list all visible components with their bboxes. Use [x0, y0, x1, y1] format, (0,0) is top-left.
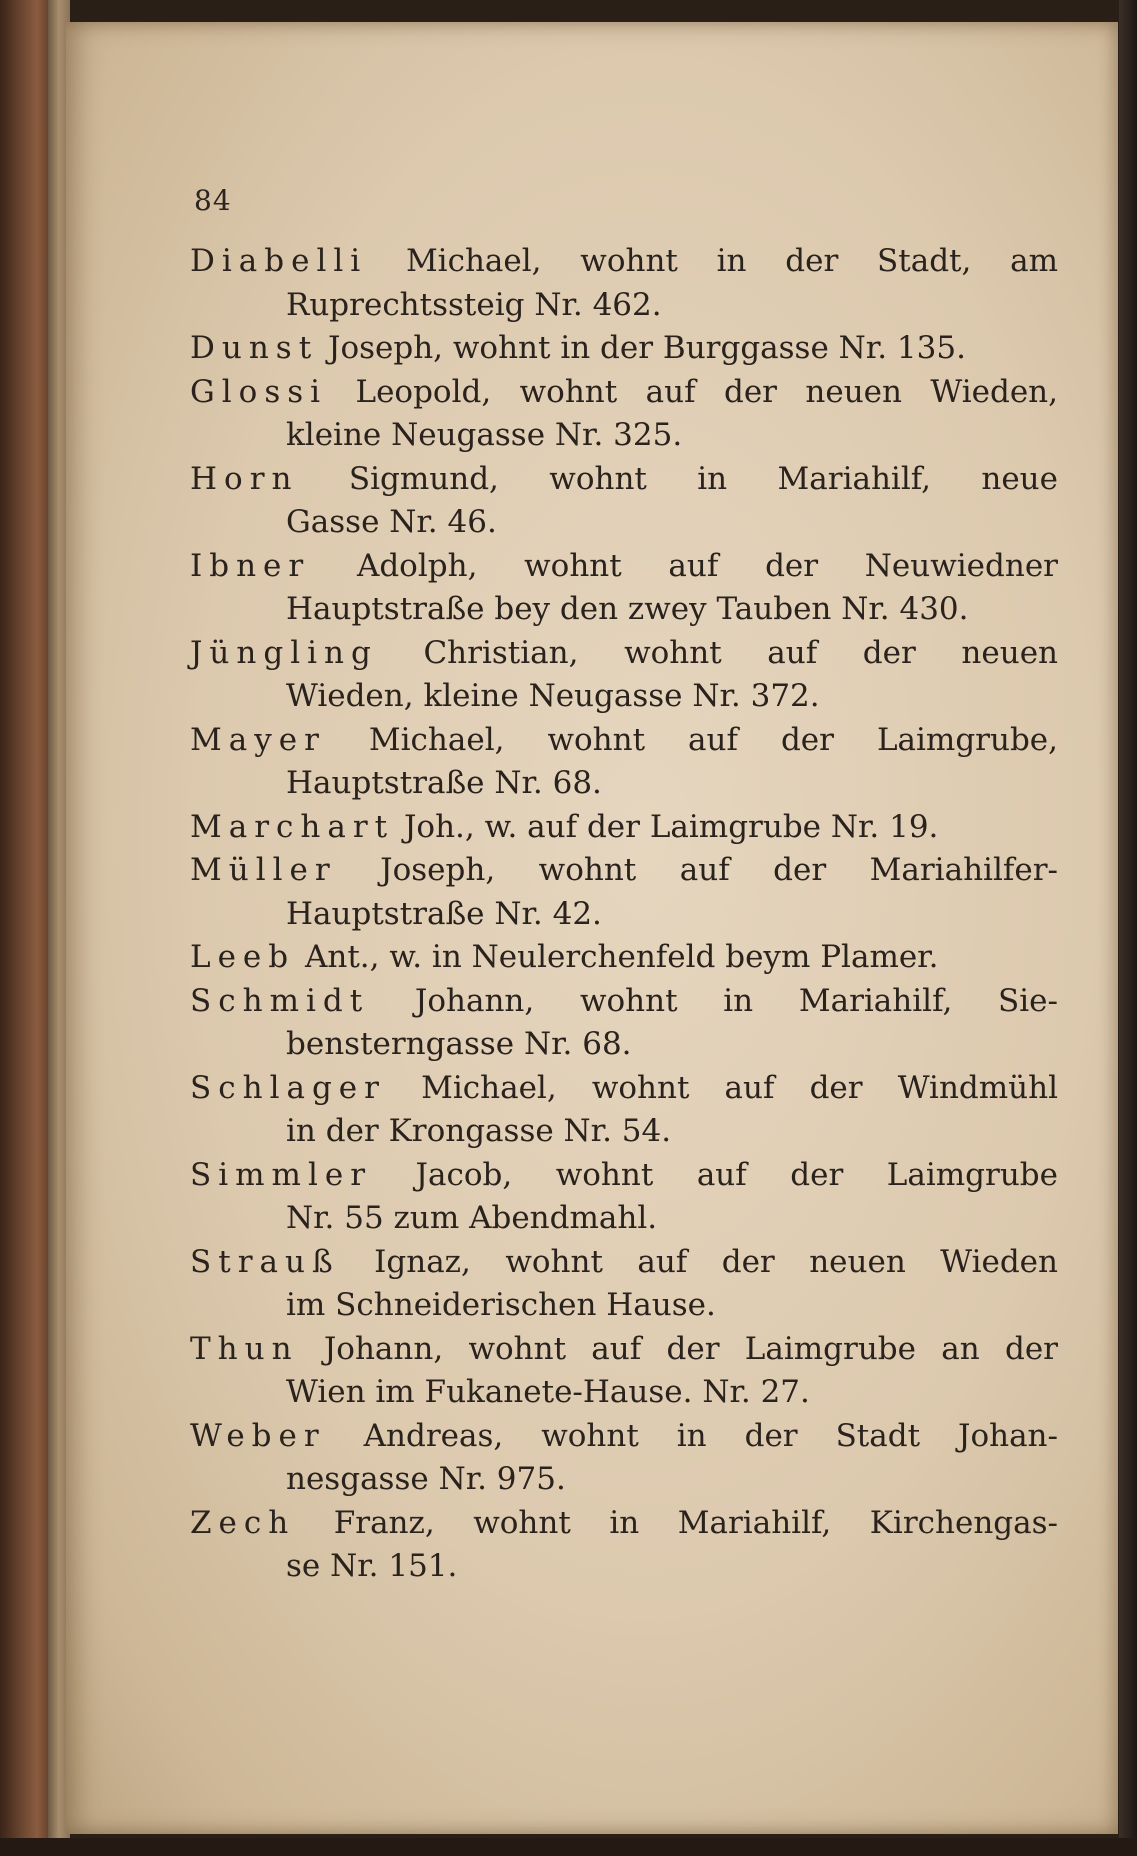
entry-first-line: [190, 458, 1058, 502]
entry-first-line: [190, 632, 1058, 676]
entry-surname: Horn: [190, 460, 299, 497]
entry-details: Michael, wohnt auf der Windmühl: [385, 1069, 1058, 1106]
entry-surname: Leeb: [190, 939, 296, 975]
entry-first-line: [190, 936, 1058, 980]
entry-continuation: Ruprechtssteig Nr. 462.: [286, 286, 662, 323]
entry-first-line: [190, 1502, 1058, 1546]
entry-surname: Diabelli: [190, 243, 368, 279]
entry-continuation: se Nr. 151.: [286, 1548, 458, 1584]
directory-entry: [190, 1415, 1058, 1502]
directory-entry: [190, 719, 1058, 806]
entry-first-line: [190, 849, 1058, 893]
entry-details: Sigmund, wohnt in Mariahilf, neue: [298, 460, 1058, 497]
directory-entry: [190, 1502, 1058, 1589]
entry-details: Joseph, wohnt auf der Mariahilfer-: [336, 852, 1058, 888]
entry-continuation: nesgasse Nr. 975.: [286, 1461, 566, 1497]
entry-first-line: [190, 545, 1058, 589]
directory-entry: [190, 458, 1058, 545]
directory-entry: [190, 980, 1058, 1067]
entry-details: Adolph, wohnt auf der Neuwiedner: [310, 547, 1058, 584]
directory-entry: [190, 1154, 1058, 1241]
entry-continuation: Nr. 55 zum Abendmahl.: [286, 1200, 658, 1236]
book-page: [66, 22, 1118, 1834]
entry-surname: Jüngling: [190, 634, 378, 671]
entry-continuation: Wieden, kleine Neugasse Nr. 372.: [286, 678, 820, 714]
directory-entry: [190, 1328, 1058, 1415]
entry-first-line: [190, 1328, 1058, 1372]
entry-first-line: [190, 371, 1058, 415]
entry-surname: Simmler: [190, 1156, 373, 1193]
entry-first-line: [190, 1067, 1058, 1111]
entry-first-line: [190, 240, 1058, 284]
book-right-edge: [1119, 0, 1137, 1856]
entry-details: Leopold, wohnt auf der neuen Wieden,: [327, 373, 1058, 410]
directory-entry: [190, 936, 1058, 980]
entry-first-line: [190, 980, 1058, 1024]
entry-surname: Marchart: [190, 808, 395, 845]
directory-entry: [190, 327, 1058, 371]
directory-entry: [190, 806, 1058, 850]
entry-details: Johann, wohnt auf der Laimgrube an der: [298, 1330, 1058, 1367]
entry-first-line: [190, 327, 1058, 371]
entry-surname: Dunst: [190, 330, 319, 366]
entry-details: Ignaz, wohnt auf der neuen Wieden: [339, 1243, 1058, 1280]
entry-continuation: kleine Neugasse Nr. 325.: [286, 417, 683, 453]
entry-details: Joh., w. auf der Laimgrube Nr. 19.: [394, 808, 939, 845]
entry-surname: Glossi: [190, 373, 328, 410]
entry-details: Christian, wohnt auf der neuen: [377, 634, 1058, 671]
entry-details: Michael, wohnt auf der Laimgrube,: [325, 721, 1058, 758]
entry-surname: Schlager: [190, 1069, 386, 1106]
book-bottom-edge: [0, 1838, 1137, 1856]
entry-details: Ant., w. in Neulerchenfeld beym Plamer.: [295, 939, 939, 975]
directory-entry: [190, 632, 1058, 719]
directory-entry: [190, 849, 1058, 936]
entry-details: Johann, wohnt in Mariahilf, Sie-: [369, 982, 1058, 1019]
entry-surname: Thun: [190, 1330, 299, 1367]
entry-details: Franz, wohnt in Mariahilf, Kirchengas-: [295, 1504, 1058, 1541]
entry-surname: Strauß: [190, 1243, 340, 1280]
entry-details: Jacob, wohnt auf der Laimgrube: [372, 1156, 1058, 1193]
entry-first-line: [190, 1154, 1058, 1198]
entry-first-line: [190, 1415, 1058, 1459]
entry-continuation: Gasse Nr. 46.: [286, 504, 497, 540]
directory-entry: [190, 240, 1058, 327]
directory-entry-list: [190, 240, 1058, 1589]
entry-details: Joseph, wohnt in der Burggasse Nr. 135.: [318, 330, 966, 366]
entry-first-line: [190, 1241, 1058, 1285]
entry-details: Andreas, wohnt in der Stadt Johan-: [325, 1417, 1058, 1454]
entry-continuation: Hauptstraße bey den zwey Tauben Nr. 430.: [286, 591, 969, 627]
entry-surname: Müller: [190, 852, 337, 888]
entry-first-line: [190, 719, 1058, 763]
directory-entry: [190, 1241, 1058, 1328]
entry-continuation: in der Krongasse Nr. 54.: [286, 1113, 672, 1149]
entry-details: Michael, wohnt in der Stadt, am: [367, 243, 1058, 279]
directory-entry: [190, 371, 1058, 458]
page-number: 84: [194, 184, 232, 217]
entry-surname: Ibner: [190, 547, 311, 584]
directory-entry: [190, 1067, 1058, 1154]
entry-continuation: Wien im Fukanete-Hause. Nr. 27.: [286, 1374, 810, 1410]
entry-surname: Zech: [190, 1504, 296, 1541]
entry-continuation: Hauptstraße Nr. 42.: [286, 895, 602, 932]
directory-entry: [190, 545, 1058, 632]
entry-continuation: Hauptstraße Nr. 68.: [286, 765, 602, 801]
entry-continuation: bensterngasse Nr. 68.: [286, 1026, 632, 1062]
entry-surname: Schmidt: [190, 982, 370, 1019]
entry-surname: Weber: [190, 1417, 326, 1454]
entry-first-line: [190, 806, 1058, 850]
entry-surname: Mayer: [190, 721, 326, 758]
entry-continuation: im Schneiderischen Hause.: [286, 1287, 716, 1323]
